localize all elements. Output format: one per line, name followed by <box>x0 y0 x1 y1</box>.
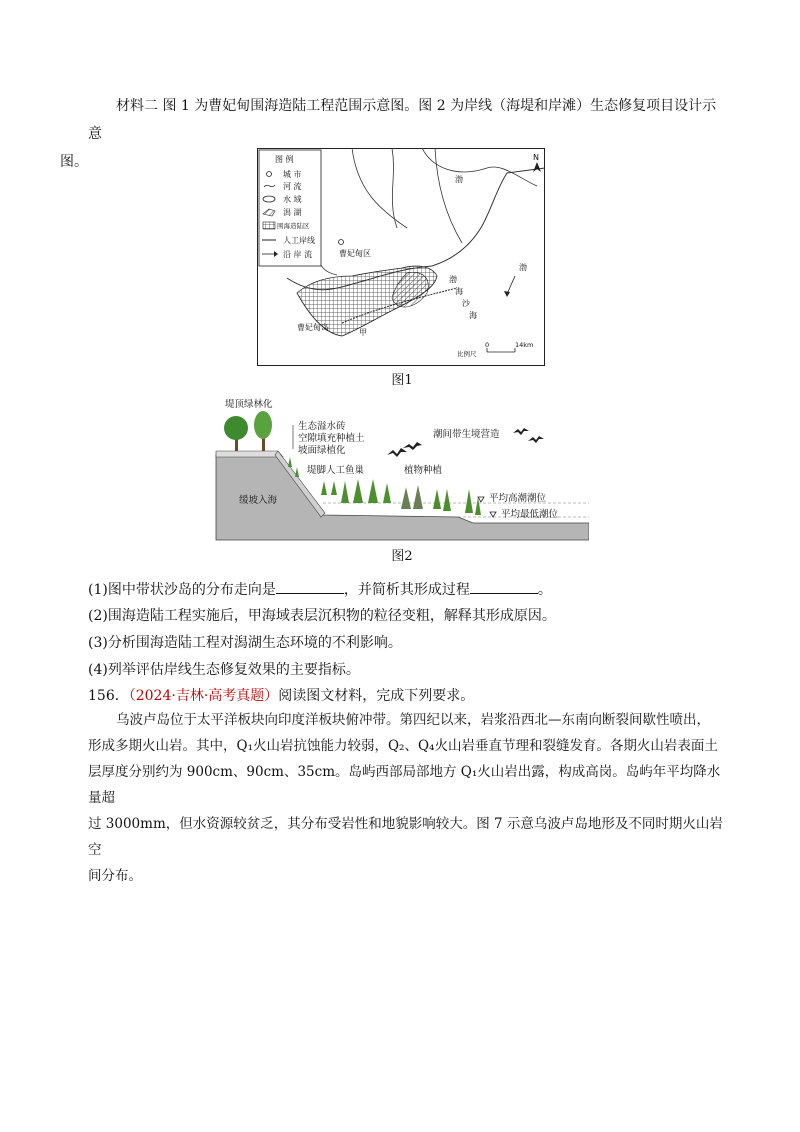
answer-blank-1[interactable] <box>276 579 344 594</box>
label-sea1: 渤 <box>449 275 457 284</box>
figure1-caption: 图1 <box>391 373 413 388</box>
problem-number: 156． <box>88 688 129 704</box>
problem-156-material <box>88 707 728 889</box>
scale-zero: 0 <box>485 341 490 349</box>
legend-city: 城 市 <box>283 170 302 179</box>
label-plant-planting: 植物种植 <box>404 465 443 476</box>
legend-artificial-coast: 人工岸线 <box>283 236 315 245</box>
label-city: 曹妃甸区 <box>339 249 371 258</box>
problem-instruction: 阅读图文材料，完成下列要求。 <box>278 688 475 704</box>
label-green-slope: 缓坡入海 <box>239 495 278 506</box>
problem-156-header <box>88 686 474 706</box>
material-intro-line2: 图。 <box>60 154 88 170</box>
label-bohai-top: 渤 <box>455 175 463 184</box>
question-3: (3)分析围海造陆工程对潟湖生态环境的不利影响。 <box>88 635 402 651</box>
material-intro-line1: 材料二 图 1 为曹妃甸围海造陆工程范围示意图。图 2 为岸线（海堤和岸滩）生态修复项目设计示意 <box>88 98 717 142</box>
legend-title: 图 例 <box>275 155 294 164</box>
legend-lagoon: 潟 湖 <box>283 208 302 217</box>
scale-label: 比例尺 <box>457 350 477 358</box>
label-island: 曹妃甸岛 <box>297 323 329 332</box>
label-shoal1: 沙 <box>462 299 470 308</box>
label-fish-nest: 堤脚人工鱼巢 <box>307 465 365 476</box>
question-1-text-a: (1)图中带状沙岛的分布走向是 <box>88 582 276 598</box>
question-1-text-c: 。 <box>537 582 552 598</box>
figure1-legend <box>259 150 321 266</box>
legend-longshore-current: 沿 岸 流 <box>283 250 313 259</box>
question-1 <box>88 579 552 600</box>
label-jia: 甲 <box>359 328 367 337</box>
answer-blank-2[interactable] <box>470 579 538 594</box>
figure1-map <box>257 148 545 366</box>
legend-reclamation: 围海造陆区 <box>277 222 310 230</box>
tree-icon <box>224 411 272 451</box>
high-tide-marker-icon <box>478 497 484 502</box>
label-mean-high: 平均高潮潮位 <box>489 493 547 504</box>
material-line-4: 过 3000mm，但水资源较贫乏，其分布受岩性和地貌影响较大。图 7 示意乌波卢岛地形及不同时期火山岩空 <box>88 816 723 858</box>
label-hollow-block: 空隙填充种植土 <box>298 433 365 444</box>
material-line-3: 层厚度分别约为 900cm、90cm、35cm。岛屿西部局部地方 Q₁火山岩出露，构成高岗。岛屿年平均降水量超 <box>88 764 721 806</box>
question-4: (4)列举评估岸线生态修复效果的主要指标。 <box>88 662 360 678</box>
problem-source[interactable]: （2024·吉林·高考真题） <box>128 688 279 704</box>
material-line-5: 间分布。 <box>88 868 142 884</box>
label-sea2: 海 <box>455 287 463 296</box>
question-1-text-b: ，并简析其形成过程 <box>343 582 470 598</box>
label-eco-brick: 生态溢水砖 <box>298 421 346 432</box>
label-bohai-right: 渤 <box>519 263 527 272</box>
label-slope-green: 坡面绿植化 <box>298 445 346 456</box>
figure2-coastline <box>213 395 589 545</box>
legend-river: 河 流 <box>283 182 302 191</box>
reclamation-icon <box>263 222 275 229</box>
legend-water: 水 域 <box>283 195 302 204</box>
low-tide-marker-icon <box>490 512 496 517</box>
question-2: (2)围海造陆工程实施后，甲海域表层沉积物的粒径变粗，解释其形成原因。 <box>88 608 556 624</box>
north-label: N <box>533 153 539 162</box>
label-intertidal: 潮间带生境营造 <box>433 429 500 440</box>
figure2-caption: 图2 <box>391 549 413 564</box>
material-line-1: 乌波卢岛位于太平洋板块向印度洋板块俯冲带。第四纪以来，岩浆沿西北—东南向断裂间歇性喷出， <box>116 712 710 728</box>
material-line-2: 形成多期火山岩。其中，Q₁火山岩抗蚀能力较弱，Q₂、Q₄火山岩垂直节理和裂缝发育。各期火山岩表面土 <box>88 738 718 754</box>
label-crest-green: 堤顶绿林化 <box>225 399 273 410</box>
label-shoal2: 海 <box>469 311 477 320</box>
label-mean-low: 平均最低潮位 <box>501 509 559 520</box>
scale-km: 14km <box>515 341 534 349</box>
